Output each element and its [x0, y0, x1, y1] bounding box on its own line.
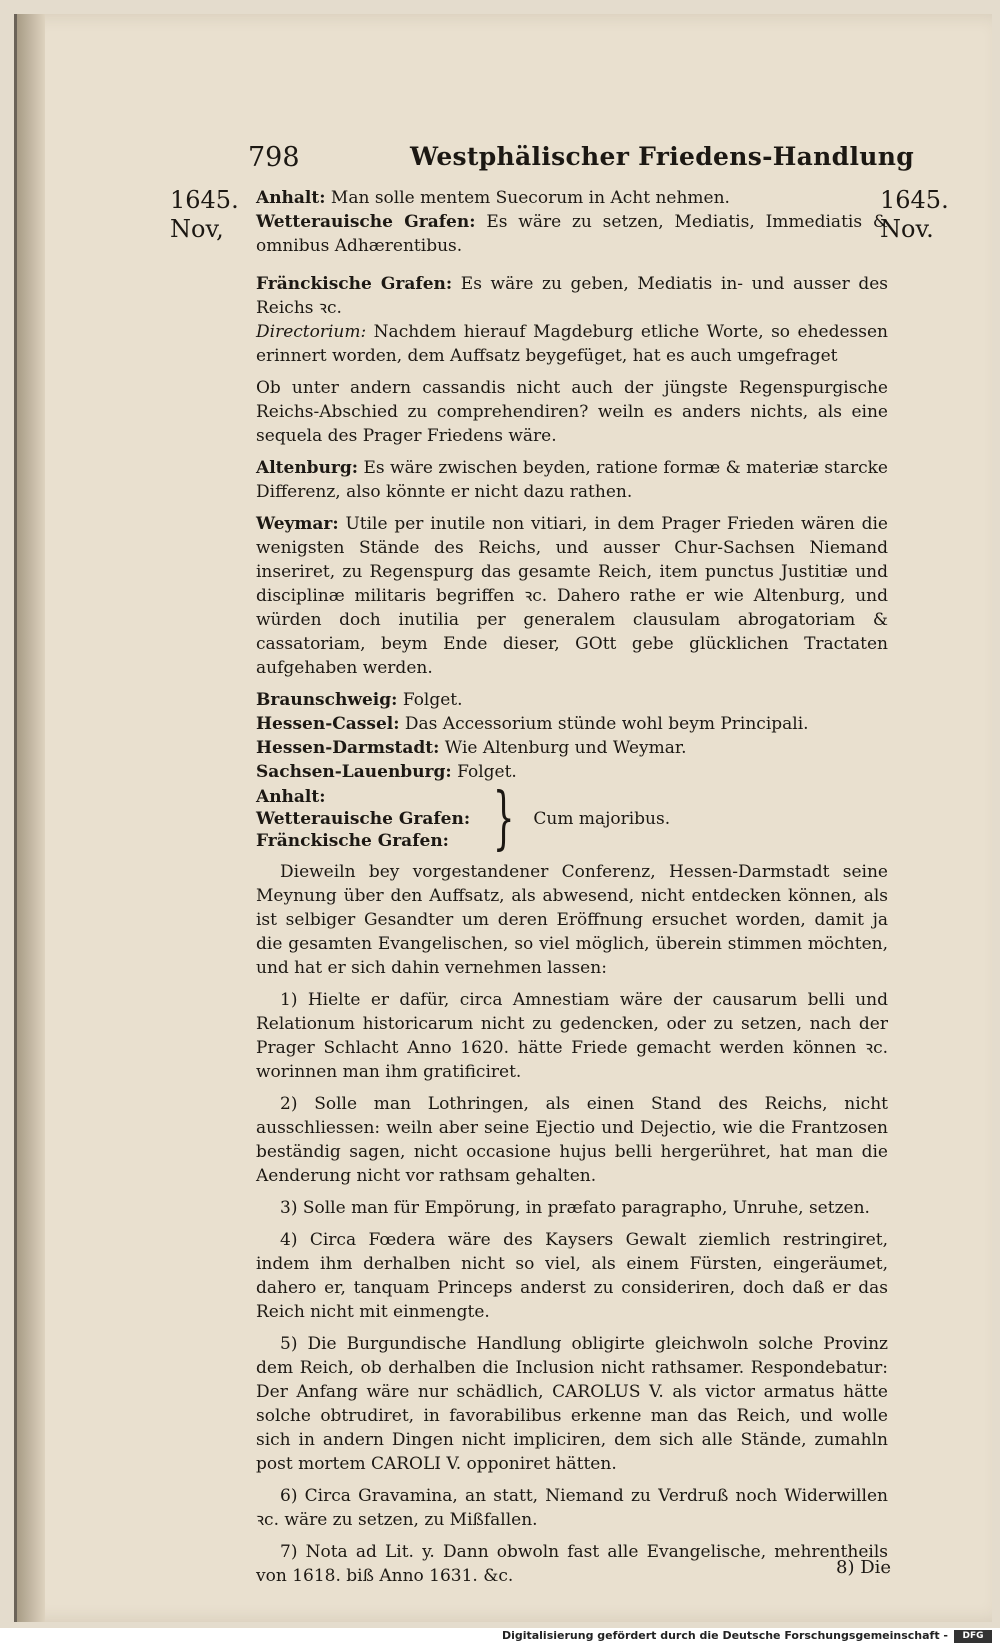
paragraph: Dieweiln bey vorgestandener Conferenz, Hessen-Darmstadt seine Meynung über den Auffsatz, als abwesend, nicht entdecken können, als ist selbiger Gesandter um deren Eröffnung ersuchet worden, damit ja die gesamten Evangelischen, so viel möglich, überein stimmen möchten, und hat er sich dahin vernehmen lassen:: [256, 862, 888, 978]
group-vote-text: Cum majoribus.: [533, 809, 671, 829]
speaker: Weymar:: [256, 514, 339, 534]
numbered-item: 6) Circa Gravamina, an statt, Niemand zu Verdruß noch Widerwillen ꝛc. wäre zu setzen, zu Mißfallen.: [256, 1486, 888, 1530]
running-title: Westphälischer Friedens-Handlung: [410, 142, 914, 171]
paragraph: [256, 512, 888, 680]
paragraph-text: Es wäre zu geben, Mediatis in- und ausser des Reichs ꝛc.: [256, 274, 888, 318]
numbered-item: 1) Hielte er dafür, circa Amnestiam wäre der causarum belli und Relationum historicarum nicht zu gedencken, oder zu setzen, nach der Prager Schlacht Anno 1620. hätte Friede gemacht werden können ꝛc. worinnen man ihm gratificiret.: [256, 990, 888, 1082]
paragraph-text: Das Accessorium stünde wohl beym Principali.: [399, 714, 809, 734]
paragraph: [256, 320, 888, 368]
paragraph: [256, 760, 888, 784]
paragraph: [256, 736, 888, 760]
group-names: [256, 786, 470, 852]
paragraph: [256, 712, 888, 736]
numbered-item: 4) Circa Fœdera wäre des Kaysers Gewalt ziemlich restringiret, indem ihm derhalben nicht so viel, als einem Fürsten, eingeräumet, dahero er, tanquam Princeps anderst zu consideriren, doch daß er das Reich nicht mit einmengte.: [256, 1230, 888, 1322]
page-number: 798: [248, 142, 300, 173]
paragraph-text: Ob unter andern cassandis nicht auch der jüngste Regenspurgische Reichs-Abschied zu comprehendiren? weiln es anders nichts, als eine sequela des Prager Friedens wäre.: [256, 378, 888, 446]
page-header: [0, 142, 1000, 182]
text-body: [256, 186, 888, 1588]
margin-month: Nov.: [880, 215, 934, 243]
catchword: 8) Die: [836, 1557, 892, 1578]
speaker: Braunschweig:: [256, 690, 398, 710]
speaker: Fränckische Grafen:: [256, 274, 453, 294]
paragraph-text: Nachdem hierauf Magdeburg etliche Worte, so ehedessen erinnert worden, dem Auffsatz beygefüget, hat es auch umgefraget: [256, 322, 888, 366]
speaker: Fränckische Grafen:: [256, 831, 449, 851]
paragraph: [256, 210, 888, 258]
speaker: Hessen-Cassel:: [256, 714, 400, 734]
paragraph-text: Folget.: [397, 690, 463, 710]
numbered-item: 7) Nota ad Lit. y. Dann obwoln fast alle Evangelische, mehrentheils von 1618. biß Anno 1631. &c.: [256, 1542, 888, 1586]
numbered-item: 5) Die Burgundische Handlung obligirte gleichwoln solche Provinz dem Reich, ob derhalben die Inclusion nicht rathsamer. Respondebatur: Der Anfang wäre nur schädlich, CAROLUS V. als victor armatus hätte solche obtrudiret, in favorabilibus erkenne man das Reich, und wolle sich in andern Dingen nicht impliciren, dem sich alle Stände, zumahln post mortem CAROLI V. opponiret hätten.: [256, 1334, 888, 1474]
footer-credit: Digitalisierung gefördert durch die Deutsche Forschungsgemeinschaft -: [501, 1629, 948, 1642]
margin-year: 1645.: [880, 186, 949, 214]
speaker: Wetterauische Grafen:: [256, 212, 476, 232]
speaker: Sachsen-Lauenburg:: [256, 762, 452, 782]
right-margin-note: [880, 186, 949, 244]
paragraph: [256, 376, 888, 448]
brace-icon: }: [492, 779, 515, 858]
speaker: Wetterauische Grafen:: [256, 809, 471, 829]
margin-month: Nov,: [170, 215, 224, 243]
paragraph: [256, 688, 888, 712]
paragraph-text: Wie Altenburg und Weymar.: [439, 738, 687, 758]
paragraph-text: Es wäre zu setzen, Mediatis, Immediatis & omnibus Adhærentibus.: [256, 212, 888, 256]
speaker: Altenburg:: [256, 458, 359, 478]
paragraph-text: Folget.: [451, 762, 517, 782]
margin-year: 1645.: [170, 186, 239, 214]
numbered-item: 3) Solle man für Empörung, in præfato paragrapho, Unruhe, setzen.: [280, 1198, 870, 1218]
speaker: Anhalt:: [256, 787, 326, 807]
speaker: Hessen-Darmstadt:: [256, 738, 440, 758]
speaker: Directorium:: [256, 322, 367, 342]
dfg-logo-icon: DFG: [954, 1630, 992, 1643]
paragraph-text: Man solle mentem Suecorum in Acht nehmen.: [325, 188, 730, 208]
paragraph: [256, 456, 888, 504]
paragraph-text: Es wäre zwischen beyden, ratione formæ & materiæ starcke Differenz, also könnte er nicht dazu rathen.: [256, 458, 888, 502]
numbered-item: 2) Solle man Lothringen, als einen Stand des Reichs, nicht ausschliessen: weiln aber seine Ejectio und Dejectio, wie die Frantzosen beständig sagen, nicht occasione hujus belli hergerühret, hat man die Aenderung nicht vor rathsam gehalten.: [256, 1094, 888, 1186]
page-gutter: [17, 14, 45, 1622]
grouped-votes: [256, 779, 888, 858]
paragraph: [256, 186, 888, 210]
left-margin-note: [170, 186, 239, 244]
paragraph: [256, 272, 888, 320]
footer-bar: [0, 1628, 1000, 1645]
paragraph-text: Utile per inutile non vitiari, in dem Prager Frieden wären die wenigsten Stände des Reichs, und ausser Chur-Sachsen Niemand inseriret, zu Regenspurg das gesamte Reich, item punctus Justitiæ und disciplinæ militaris begriffen ꝛc. Dahero rathe er wie Altenburg, und würden doch inutilia per generalem clausulam abrogatoriam & cassatoriam, beym Ende dieser, GOtt gebe glücklichen Tractaten aufgehaben werden.: [256, 514, 888, 678]
speaker: Anhalt:: [256, 188, 326, 208]
